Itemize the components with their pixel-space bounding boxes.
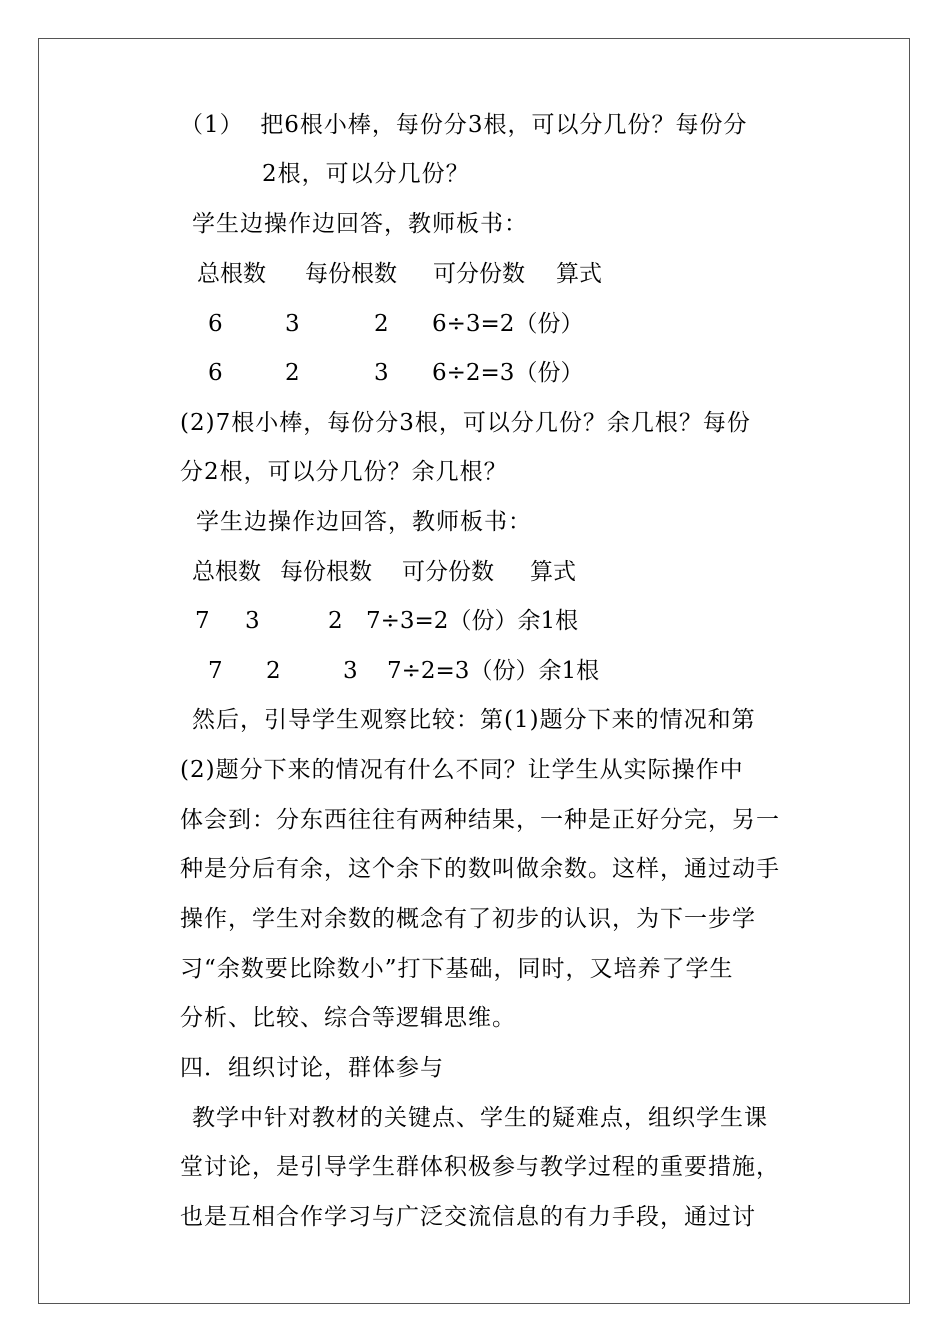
table-cell: 2 (374, 311, 389, 337)
table-cell: 2 (266, 658, 281, 684)
text-line: 种是分后有余，这个余下的数叫做余数。这样，通过动手 (180, 856, 780, 882)
text-line: 堂讨论，是引导学生群体积极参与教学过程的重要措施， (180, 1154, 780, 1180)
text-line: 也是互相合作学习与广泛交流信息的有力手段，通过讨 (180, 1204, 756, 1230)
text-line: 体会到：分东西往往有两种结果，一种是正好分完，另一 (180, 807, 780, 833)
text-line: 习“余数要比除数小”打下基础，同时，又培养了学生 (180, 956, 734, 982)
table-cell: 3 (343, 658, 358, 684)
section-heading: 四．组织讨论，群体参与 (180, 1055, 444, 1081)
table-header: 每份根数 (305, 261, 397, 287)
table-header: 总根数 (192, 559, 261, 585)
table-cell: 2 (285, 360, 300, 386)
text-line: 学生边操作边回答，教师板书： (196, 509, 532, 535)
table-cell: 3 (285, 311, 300, 337)
text-line: 操作，学生对余数的概念有了初步的认识，为下一步学 (180, 906, 756, 932)
text-line: 分析、比较、综合等逻辑思维。 (180, 1005, 516, 1031)
text-line: 分2根，可以分几份？余几根？ (180, 459, 508, 485)
table-cell: 3 (374, 360, 389, 386)
table-cell: 7 (208, 658, 223, 684)
text-line: (2)7根小棒，每份分3根，可以分几份？余几根？每份 (180, 410, 751, 436)
table-cell: 6 (208, 311, 223, 337)
table-cell: 3 (245, 608, 260, 634)
text-line: 然后，引导学生观察比较：第(1)题分下来的情况和第 (192, 707, 756, 733)
table-header: 总根数 (197, 261, 266, 287)
text-line: 教学中针对教材的关键点、学生的疑难点，组织学生课 (192, 1105, 768, 1131)
text-line: 学生边操作边回答，教师板书： (192, 211, 528, 237)
table-header: 每份根数 (280, 559, 372, 585)
table-cell: 7÷2=3（份）余1根 (387, 658, 600, 684)
table-header: 算式 (556, 261, 602, 287)
table-cell: 7 (195, 608, 210, 634)
table-cell: 6÷2=3（份） (432, 360, 584, 386)
text-line: (2)题分下来的情况有什么不同？让学生从实际操作中 (180, 757, 744, 783)
table-cell: 6÷3=2（份） (432, 311, 584, 337)
table-cell: 7÷3=2（份）余1根 (366, 608, 579, 634)
table-cell: 2 (328, 608, 343, 634)
text-line: （1） 把6根小棒，每份分3根，可以分几份？每份分 (180, 112, 748, 138)
table-header: 可分份数 (402, 559, 494, 585)
table-header: 算式 (530, 559, 576, 585)
text-line: 2根，可以分几份？ (262, 161, 470, 187)
table-header: 可分份数 (433, 261, 525, 287)
table-cell: 6 (208, 360, 223, 386)
